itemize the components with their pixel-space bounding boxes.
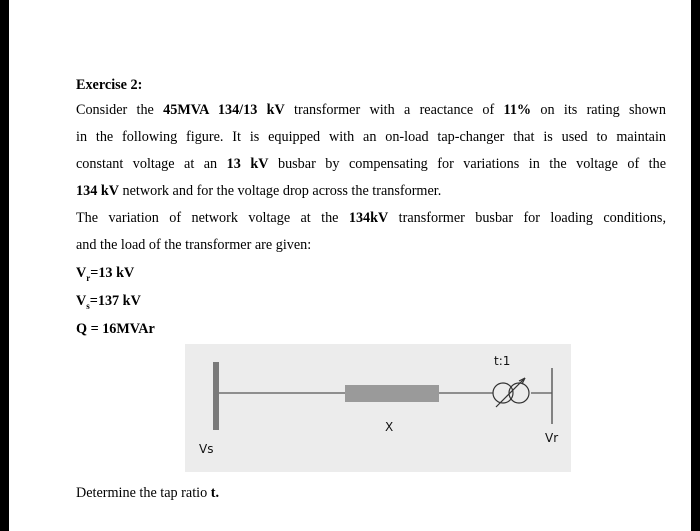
sending-busbar: [213, 362, 219, 430]
receiving-bus-label: Vr: [545, 431, 559, 445]
paragraph1-line4: 134 kV network and for the voltage drop across the transformer.: [76, 183, 442, 199]
paragraph1-line1: Consider the 45MVA 134/13 kV transformer with a reactance of 11% on its rating shown: [76, 102, 667, 118]
document-page: [9, 0, 691, 531]
paragraph2-line1: The variation of network voltage at the 134kV transformer busbar for loading conditions,: [76, 210, 666, 226]
reactance-label: X: [385, 420, 394, 434]
diagram-background: [185, 344, 571, 472]
tap-ratio-label: t:1: [494, 354, 511, 368]
reactance-block: [345, 385, 439, 402]
question-text: Determine the tap ratio t.: [76, 485, 220, 501]
paragraph1-line2: in the following figure. It is equipped with an on-load tap-changer that is used to maintain: [76, 129, 666, 145]
paragraph1-line3: constant voltage at an 13 kV busbar by compensating for variations in the voltage of the: [76, 156, 667, 172]
given-q: Q = 16MVAr: [76, 321, 155, 337]
given-vs: $V_s=137$ kV: [76, 293, 141, 311]
transformer-circuit-diagram: [185, 344, 571, 472]
given-vr: $V_r=13$ kV: [76, 265, 135, 283]
paragraph2-line2: and the load of the transformer are given:: [76, 237, 312, 253]
sending-bus-label: Vs: [199, 442, 214, 456]
exercise-heading: Exercise 2:: [76, 77, 143, 93]
